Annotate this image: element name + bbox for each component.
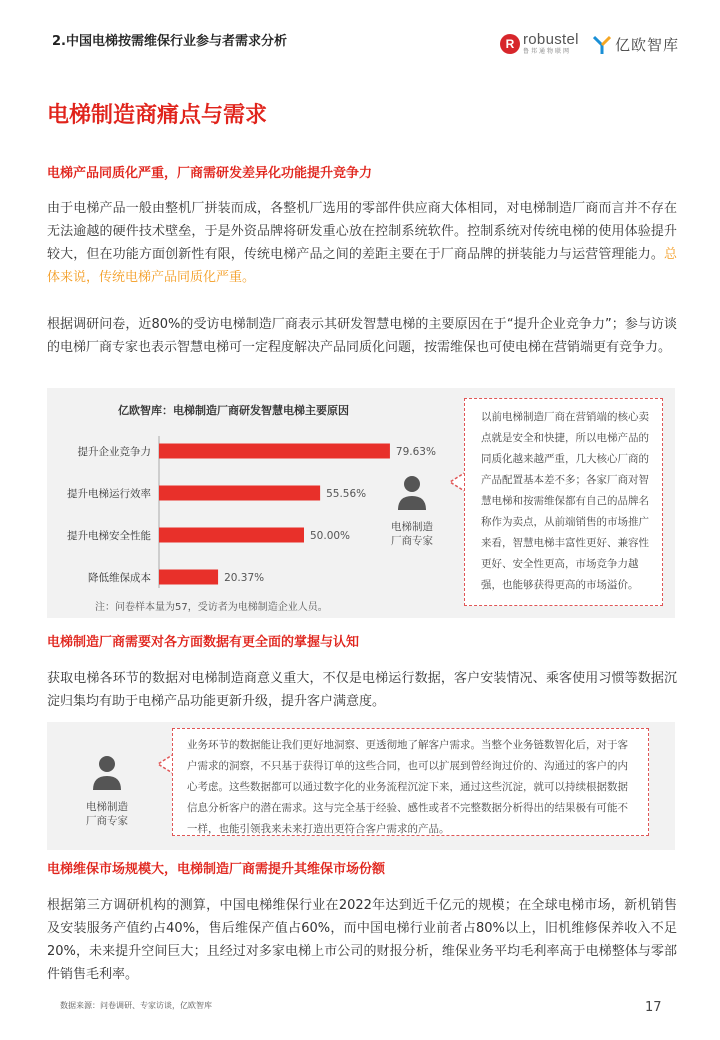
section2-paragraph: 获取电梯各环节的数据对电梯制造商意义重大，不仅是电梯运行数据，客户安装情况、乘客使用习惯等数据沉淀归集均有助于电梯产品功能更新升级，提升客户满意度。 bbox=[47, 671, 677, 709]
section1-heading: 电梯产品同质化严重，厂商需研发差异化功能提升竞争力 bbox=[47, 166, 373, 181]
expert2-quote: 业务环节的数据能让我们更好地洞察、更透彻地了解客户需求。当整个业务链数智化后，对于客户需求的洞察，不只基于获得订单的这些合同，也可以扩展到曾经询过价的、沟通过的客户的内心考虑。这些数据都可以通过数字化的业务流程沉淀下来，通过这些沉淀，就可以持续根据数据信息分析客户的潜在需求。这与完全基于经验、感性或者不完整数据分析得出的结果极有可能不一样，也能引领我来未来打造出更符合客户需求的产品。 bbox=[187, 739, 628, 835]
page-title: 电梯制造商痛点与需求 bbox=[47, 103, 268, 128]
expert2-label-line1: 电梯制造 bbox=[86, 801, 128, 813]
robustel-sub: 鲁邦通物联网 bbox=[523, 48, 572, 55]
expert2-label bbox=[80, 800, 134, 828]
bar bbox=[159, 444, 390, 459]
bar bbox=[159, 570, 218, 585]
category-label: 提升电梯运行效率 bbox=[67, 488, 151, 500]
yiou-name: 亿欧智库 bbox=[615, 36, 680, 54]
section3-heading: 电梯维保市场规模大，电梯制造厂商需提升其维保市场份额 bbox=[47, 862, 386, 877]
expert1-label bbox=[386, 520, 438, 548]
section1-paragraph1 bbox=[47, 197, 677, 289]
section1-paragraph2: 根据调研问卷，近80%的受访电梯制造厂商表示其研发智慧电梯的主要原因在于“提升企业竞争力”；参与访谈的电梯厂商专家也表示智慧电梯可一定程度解决产品同质化问题，按需维保也可使电梯在营销端更有竞争力。 bbox=[47, 317, 677, 355]
section3-paragraph: 根据第三方调研机构的测算，中国电梯维保行业在2022年达到近千亿元的规模；在全球电梯市场，新机销售及安装服务产值约占40%，售后维保产值占60%，而中国电梯行业前者占80%以上，旧机维修保养收入不足20%，未来提升空间巨大；且经过对多家电梯上市公司的财报分析，维保业务平均毛利率高于电梯整体与零部件销售毛利率。 bbox=[47, 898, 677, 982]
expert1-quote: 以前电梯制造厂商在营销端的核心卖点就是安全和快捷，所以电梯产品的同质化越来越严重，几大核心厂商的产品配置基本差不多；各家厂商对智慧电梯和按需维保都有自己的品牌名称作为卖点，从前端销售的市场推广来看，智慧电梯丰富性更好、兼容性更好、安全性更高，市场竞争力越强，也能够获得更高的市场溢价。 bbox=[481, 411, 649, 591]
robustel-logo bbox=[500, 32, 579, 55]
robustel-name: robustel bbox=[523, 31, 579, 48]
value-label: 50.00% bbox=[310, 530, 351, 542]
category-label: 降低维保成本 bbox=[88, 572, 151, 584]
footer-source: 数据来源：问卷调研、专家访谈，亿欧智库 bbox=[60, 1001, 212, 1010]
expert1-quote-box bbox=[464, 398, 663, 606]
page-number: 17 bbox=[645, 1000, 662, 1015]
expert-avatar-icon bbox=[396, 474, 428, 512]
expert1-label-line1: 电梯制造 bbox=[391, 521, 433, 533]
yiou-logo bbox=[593, 34, 679, 55]
category-label: 提升电梯安全性能 bbox=[67, 530, 151, 542]
value-label: 55.56% bbox=[326, 488, 367, 500]
bar bbox=[159, 528, 304, 543]
bar-chart bbox=[47, 388, 447, 598]
expert-avatar-icon bbox=[91, 754, 123, 792]
section1-para1-main: 由于电梯产品一般由整机厂拼装而成，各整机厂选用的零部件供应商大体相同，对电梯制造厂商而言并不存在无法逾越的硬件技术壁垒，于是外资品牌将研发重心放在控制系统软件。控制系统对传统电梯的使用体验提升较大，但在功能方面创新性有限，传统电梯产品之间的差距主要在于厂商品牌的拼装能力与运营管理能力。 bbox=[47, 201, 677, 262]
bar bbox=[159, 486, 320, 501]
value-label: 79.63% bbox=[395, 446, 436, 458]
value-label: 20.37% bbox=[224, 572, 265, 584]
expert2-quote-box bbox=[172, 728, 649, 836]
expert1-label-line2: 厂商专家 bbox=[391, 535, 433, 547]
yiou-logo-icon bbox=[593, 35, 611, 55]
chart-note: 注：问卷样本量为57，受访者为电梯制造企业人员。 bbox=[95, 602, 328, 613]
section1-para1-highlight: 总体来说，传统电梯产品同质化严重。 bbox=[47, 247, 677, 285]
section-header: 2.中国电梯按需维保行业参与者需求分析 bbox=[52, 34, 287, 49]
robustel-logo-icon: R bbox=[500, 34, 520, 54]
category-label: 提升企业竞争力 bbox=[77, 446, 151, 458]
expert2-label-line2: 厂商专家 bbox=[86, 815, 128, 827]
chart-title: 亿欧智库：电梯制造厂商研发智慧电梯主要原因 bbox=[118, 404, 349, 417]
section2-heading: 电梯制造厂商需要对各方面数据有更全面的掌握与认知 bbox=[47, 635, 360, 650]
